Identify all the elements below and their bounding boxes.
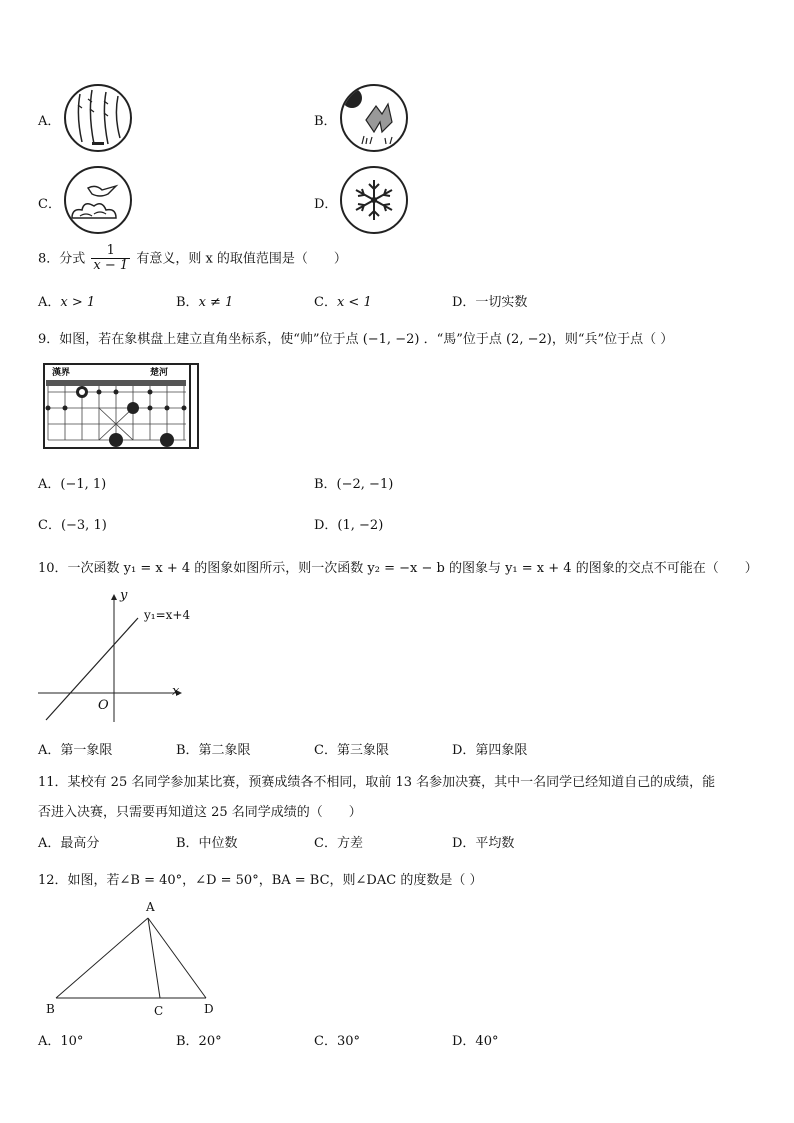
- q8-option-c: C．x < 1: [314, 295, 372, 310]
- board-left-text: 漢界: [52, 368, 71, 378]
- q12-option-d: D．40°: [452, 1034, 499, 1049]
- triangle-figure: [40, 898, 220, 1022]
- q11-option-b: B．中位数: [176, 836, 238, 851]
- moon-plant-picture-icon: [340, 84, 408, 152]
- question-11-line-1: 11．某校有 25 名同学参加某比赛，预赛成绩各不相同，取前 13 名参加决赛，其中一名同学已经知道自己的成绩，能: [38, 775, 716, 790]
- fraction: $\frac{1}{x - 1}$: [93, 243, 129, 274]
- q7-option-a-label: A．: [38, 114, 61, 129]
- q12-option-b: B．20°: [176, 1034, 222, 1049]
- question-11-line-2: 否进入决赛，只需要再知道这 25 名同学成绩的（ ）: [38, 805, 362, 820]
- question-10-stem: 10．一次函数 y₁ = x + 4 的图象如图所示，则一次函数 y₂ = −x − b 的图象与 y₁ = x + 4 的图象的交点不可能在（ ）: [38, 561, 758, 576]
- linear-function-graph: [34, 588, 194, 724]
- question-12-stem: 12．如图，若∠B = 40°，∠D = 50°，BA = BC，则∠DAC 的度数是（ ）: [38, 873, 483, 888]
- question-8-stem: 8．分式 $\frac{1}{x - 1}$ 有意义，则 x 的取值范围是（ ）: [38, 243, 347, 274]
- q10-option-d: D．第四象限: [452, 743, 528, 758]
- q11-option-a: A．最高分: [38, 836, 100, 851]
- snowflake-picture-icon: [340, 166, 408, 234]
- bird-cloud-picture-icon: [64, 166, 132, 234]
- question-9-stem: 9．如图，若在象棋盘上建立直角坐标系，使“帅”位于点 (−1, −2) ．“馬”位于点 (2, −2)，则“兵”位于点（ ）: [38, 332, 674, 347]
- y-axis-label: y: [120, 588, 128, 603]
- q8-option-d: D．一切实数: [452, 295, 528, 310]
- x-axis-label: x: [172, 684, 180, 699]
- q11-option-c: C．方差: [314, 836, 363, 851]
- q9-option-b: B．(−2, −1): [314, 477, 394, 492]
- q8-option-a: A．x > 1: [38, 295, 96, 310]
- q8-option-b: B．x ≠ 1: [176, 295, 234, 310]
- q9-option-c: C．(−3, 1): [38, 518, 107, 533]
- point-a-label: A: [146, 900, 155, 914]
- board-right-text: 楚河: [150, 368, 169, 378]
- origin-label: O: [98, 698, 109, 713]
- q12-option-c: C．30°: [314, 1034, 360, 1049]
- line-label: y₁=x+4: [144, 608, 191, 622]
- q10-option-b: B．第二象限: [176, 743, 251, 758]
- q11-option-d: D．平均数: [452, 836, 515, 851]
- point-b-label: B: [46, 1002, 55, 1016]
- q10-option-a: A．第一象限: [38, 743, 113, 758]
- q7-option-d-label: D．: [314, 197, 338, 212]
- chessboard-figure: [42, 362, 200, 450]
- rain-picture-icon: [64, 84, 132, 152]
- q7-option-b-label: B．: [314, 114, 337, 129]
- point-d-label: D: [204, 1002, 214, 1016]
- q12-option-a: A．10°: [38, 1034, 84, 1049]
- q9-option-d: D．(1, −2): [314, 518, 384, 533]
- q7-option-c-label: C．: [38, 197, 61, 212]
- q10-option-c: C．第三象限: [314, 743, 389, 758]
- point-c-label: C: [154, 1004, 164, 1018]
- q9-option-a: A．(−1, 1): [38, 477, 107, 492]
